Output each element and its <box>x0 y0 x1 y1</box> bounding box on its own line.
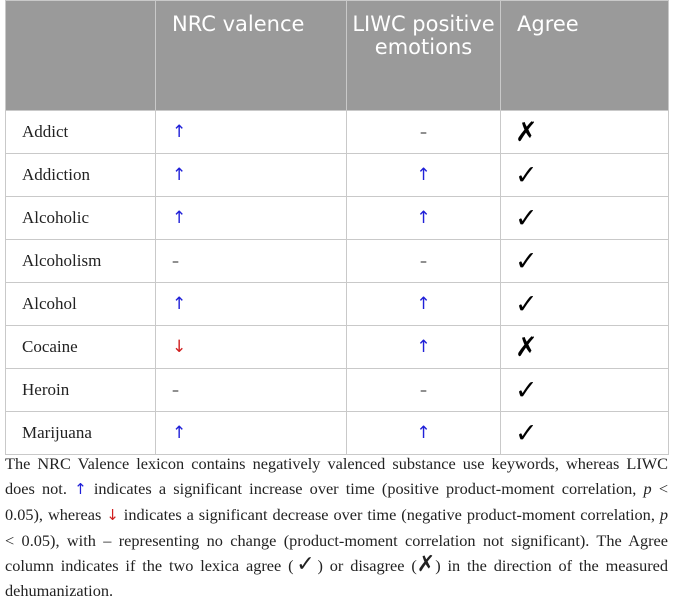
table-row <box>6 283 669 326</box>
footnote-text-5: < 0.05), with – representing no change (product-moment correlation not significant). The Agree column indicates if the two lexica agree ( <box>5 531 668 575</box>
term-cell <box>6 240 156 283</box>
liwc-positive-cell-value: ↑ <box>416 337 431 357</box>
footnote-text-1: The NRC Valence lexicon contains negatively valenced substance use keywords, whereas LIWC does not. <box>5 454 668 498</box>
p-variable-2: p <box>659 505 668 524</box>
lexicon-table <box>5 0 669 455</box>
nrc-valence-cell <box>156 369 347 412</box>
cross-icon: ✗ <box>515 331 538 363</box>
nrc-valence-cell <box>156 240 347 283</box>
table-row <box>6 369 669 412</box>
nrc-valence-cell-value: ↑ <box>172 122 187 142</box>
agree-cell <box>501 111 669 154</box>
term-cell <box>6 154 156 197</box>
liwc-positive-cell-value: – <box>420 254 427 270</box>
term-cell-value: Addiction <box>22 165 90 184</box>
nrc-valence-cell-value: ↑ <box>172 165 187 185</box>
table-row <box>6 412 669 455</box>
nrc-valence-cell-value: – <box>172 254 179 270</box>
table-row <box>6 197 669 240</box>
header-empty <box>6 1 156 111</box>
liwc-positive-cell <box>347 111 501 154</box>
liwc-positive-cell <box>347 369 501 412</box>
footnote-text-4: indicates a significant decrease over time (negative product-moment correlation, <box>118 505 660 524</box>
down-arrow-icon: ↓ <box>106 506 119 524</box>
term-cell-value: Cocaine <box>22 337 78 356</box>
nrc-valence-cell-value: ↓ <box>172 337 187 357</box>
checkmark-icon: ✓ <box>515 245 538 277</box>
nrc-valence-cell <box>156 111 347 154</box>
footnote-text-7: ) in the direction of the measured dehumanization. <box>5 556 669 600</box>
nrc-valence-cell <box>156 154 347 197</box>
liwc-positive-cell <box>347 412 501 455</box>
nrc-valence-cell-value: – <box>172 383 179 399</box>
checkmark-icon: ✓ <box>515 288 538 320</box>
checkmark-icon: ✓ <box>515 202 538 234</box>
term-cell <box>6 197 156 240</box>
liwc-positive-cell-value: – <box>420 125 427 141</box>
term-cell <box>6 369 156 412</box>
nrc-valence-cell <box>156 197 347 240</box>
agree-cell <box>501 154 669 197</box>
table-footnote <box>5 451 668 603</box>
liwc-positive-cell <box>347 197 501 240</box>
term-cell-value: Addict <box>22 122 69 141</box>
table-body <box>6 111 669 455</box>
checkmark-icon: ✓ <box>515 417 538 449</box>
checkmark-icon: ✓ <box>293 552 318 577</box>
nrc-valence-cell <box>156 412 347 455</box>
header-liwc-positive: LIWC positive emotions <box>347 1 501 111</box>
table-row <box>6 111 669 154</box>
term-cell-value: Alcohol <box>22 294 77 313</box>
agree-cell <box>501 326 669 369</box>
term-cell-value: Alcoholism <box>22 251 102 270</box>
footnote-text-6: ) or disagree ( <box>317 556 417 575</box>
liwc-positive-cell-value: ↑ <box>416 208 431 228</box>
liwc-positive-cell-value: ↑ <box>416 423 431 443</box>
liwc-positive-cell-value: ↑ <box>416 294 431 314</box>
cross-icon: ✗ <box>515 116 538 148</box>
nrc-valence-cell <box>156 326 347 369</box>
liwc-positive-cell <box>347 154 501 197</box>
term-cell-value: Alcoholic <box>22 208 90 227</box>
header-agree: Agree <box>501 1 669 111</box>
term-cell <box>6 283 156 326</box>
checkmark-icon: ✓ <box>515 374 538 406</box>
term-cell <box>6 111 156 154</box>
term-cell-value: Marijuana <box>22 423 92 442</box>
liwc-positive-cell <box>347 283 501 326</box>
up-arrow-icon: ↑ <box>74 480 87 498</box>
agree-cell <box>501 369 669 412</box>
footnote-text-3: < 0.05), whereas <box>5 479 668 524</box>
table-row <box>6 154 669 197</box>
agree-cell <box>501 240 669 283</box>
liwc-positive-cell-value: ↑ <box>416 165 431 185</box>
term-cell <box>6 412 156 455</box>
p-variable: p <box>643 479 652 498</box>
term-cell-value: Heroin <box>22 380 70 399</box>
cross-icon: ✗ <box>416 552 436 577</box>
footnote-text-2: indicates a significant increase over time (positive product-moment correlation, <box>86 479 644 498</box>
header-row <box>6 1 669 111</box>
liwc-positive-cell <box>347 240 501 283</box>
liwc-positive-cell <box>347 326 501 369</box>
checkmark-icon: ✓ <box>515 159 538 191</box>
nrc-valence-cell-value: ↑ <box>172 423 187 443</box>
header-nrc-valence: NRC valence <box>156 1 347 111</box>
table-row <box>6 240 669 283</box>
table-row <box>6 326 669 369</box>
agree-cell <box>501 412 669 455</box>
table-container <box>5 0 668 455</box>
agree-cell <box>501 283 669 326</box>
liwc-positive-cell-value: – <box>420 383 427 399</box>
nrc-valence-cell-value: ↑ <box>172 208 187 228</box>
nrc-valence-cell-value: ↑ <box>172 294 187 314</box>
term-cell <box>6 326 156 369</box>
nrc-valence-cell <box>156 283 347 326</box>
agree-cell <box>501 197 669 240</box>
